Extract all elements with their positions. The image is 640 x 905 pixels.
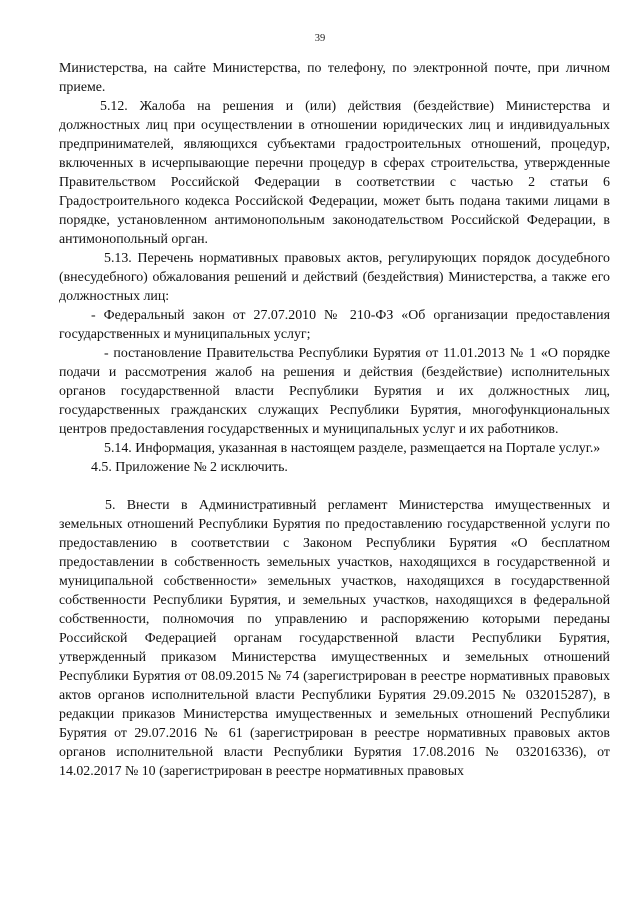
page-number: 39 [314,33,326,44]
paragraph-5-13: 5.13. Перечень нормативных правовых актов, регулирующих порядок досудебного (внесудебного) обжалования решений и действий (бездействия) Министерства, а также его должностных лиц: [59,251,610,304]
document-body [59,59,610,781]
paragraph-continuation: Министерства, на сайте Министерства, по телефону, по электронной почте, при личном приеме. [59,61,610,95]
paragraph-5-14: 5.14. Информация, указанная в настоящем разделе, размещается на Портале услуг.» [104,441,601,456]
list-item-federal-law: - Федеральный закон от 27.07.2010 № 210-ФЗ «Об организации предоставления государственных и муниципальных услуг; [59,308,610,342]
paragraph-4-5: 4.5. Приложение № 2 исключить. [91,460,288,475]
paragraph-spacer [59,477,610,496]
paragraph-5-12: 5.12. Жалоба на решения и (или) действия (бездействие) Министерства и должностных лиц при осуществлении в отношении юридических лиц и индивидуальных предпринимателей, являющихся субъектами градостроительных отношений, процедур, включенных в исчерпывающие перечни процедур в сферах строительства, утвержденные Правительством Российской Федерации в соответствии с частью 2 статьи 6 Градостроительного кодекса Российской Федерации, может быть подана такими лицами в порядке, установленном антимонопольным законодательством Российской Федерации, в антимонопольный орган. [59,99,610,247]
paragraph-5: 5. Внести в Административный регламент Министерства имущественных и земельных отношений Республики Бурятия по предоставлению государственной услуги по предоставлению в соответствии с Законом Республики Бурятия «О бесплатном предоставлении в собственность земельных участков, находящихся в государственной и муниципальной собственности» земельных участков, находящихся в государственной собственности Республики Бурятия, и земельных участков, находящихся в федеральной собственности, полномочия по управлению и распоряжению которыми переданы Российской Федерацией органам государственной власти Республики Бурятия, утвержденный приказом Министерства имущественных и земельных отношений Республики Бурятия от 08.09.2015 № 74 (зарегистрирован в реестре нормативных правовых актов органов исполнительной власти Республики Бурятия 29.09.2015 № 032015287), в редакции приказов Министерства имущественных и земельных отношений Республики Бурятия от 29.07.2016 № 61 (зарегистрирован в реестре нормативных правовых актов органов исполнительной власти Республики Бурятия 17.08.2016 № 032016336), от 14.02.2017 № 10 (зарегистрирован в реестре нормативных правовых [59,498,610,779]
list-item-government-decree: - постановление Правительства Республики Бурятия от 11.01.2013 № 1 «О порядке подачи и рассмотрения жалоб на решения и действия (бездействие) исполнительных органов государственной власти Республики Бурятия и их должностных лиц, государственных гражданских служащих Республики Бурятия, многофункциональных центров предоставления государственных и муниципальных услуг и их работников. [59,346,610,437]
